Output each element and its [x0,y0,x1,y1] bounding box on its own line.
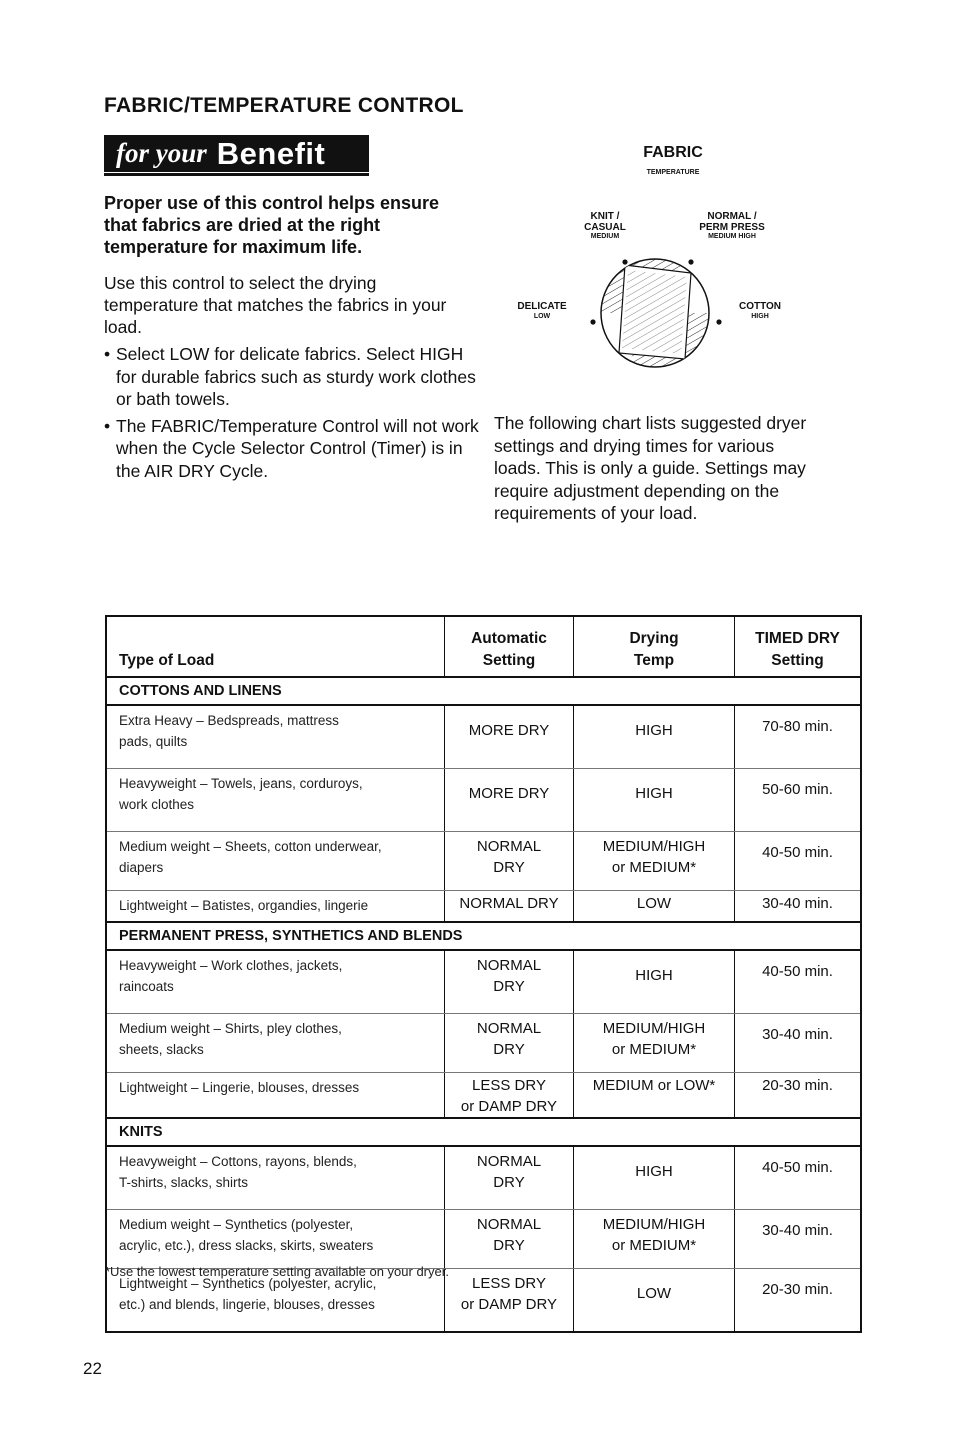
dial-subheading: TEMPERATURE [646,169,700,176]
cell-automatic-setting-line2: or DAMP DRY [460,1098,558,1115]
cell-timed-dry-line1: 20-30 min. [762,1281,833,1298]
dial-cotton-line2: HIGH [751,312,769,320]
cell-type-of-load-line1: Extra Heavy – Bedspreads, mattress [119,713,339,728]
dial-dot-knit [622,259,627,264]
cell-timed-dry-line1: 20-30 min. [762,1077,833,1094]
cell-drying-temp [574,1073,735,1119]
cell-drying-temp-line1: HIGH [635,967,673,984]
table-body [106,677,861,1332]
cell-timed-dry-line1: 40-50 min. [762,1159,833,1176]
cell-automatic-setting [445,1210,574,1269]
cell-timed-dry [735,950,862,1014]
cell-automatic-setting [445,832,574,891]
cell-type-of-load [106,832,445,891]
bullet-text: The FABRIC/Temperature Control will not work when the Cycle Selector Control (Timer) is in the AIR DRY Cycle. [116,415,479,481]
cell-type-of-load-line1: Medium weight – Synthetics (polyester, [119,1217,354,1232]
cell-timed-dry [735,832,862,891]
cell-timed-dry [735,1014,862,1073]
chart-intro-paragraph: The following chart lists suggested dryer settings and drying times for various loads. This is only a guide. Settings may require adjustment depending on the requirements of your load. [494,413,807,523]
cell-drying-temp-line1: MEDIUM/HIGH [602,838,706,855]
cell-type-of-load [106,891,445,923]
page-title: FABRIC/TEMPERATURE CONTROL [104,94,464,117]
cell-type-of-load [106,769,445,832]
table-row [106,1073,861,1119]
cell-drying-temp [574,705,735,769]
header-automatic-setting [445,616,574,677]
bullet-dot: • [104,344,111,364]
cell-type-of-load [106,1146,445,1210]
cell-timed-dry-line1: 30-40 min. [762,1222,833,1239]
cell-timed-dry-line1: 50-60 min. [762,781,833,798]
table-row [106,1210,861,1269]
cell-automatic-setting-line1: MORE DRY [468,785,550,802]
bullet-item [104,343,479,411]
table-row [106,1014,861,1073]
cell-drying-temp [574,832,735,891]
table-row [106,769,861,832]
cell-automatic-setting-line2: DRY [493,978,525,995]
header-timed-dry-setting [735,616,862,677]
table-row [106,950,861,1014]
cell-type-of-load-line1: Medium weight – Shirts, pley clothes, [119,1021,342,1036]
dial-knit-line3: MEDIUM [590,233,620,240]
cell-type-of-load-line2: work clothes [119,797,195,812]
cell-drying-temp-line1: MEDIUM or LOW* [592,1077,716,1094]
cell-type-of-load-line1: Heavyweight – Work clothes, jackets, [119,958,343,973]
cell-type-of-load [106,1210,445,1269]
header-type-of-load: Type of Load [106,616,445,677]
dial-heading: FABRIC [643,144,703,161]
cell-timed-dry [735,1146,862,1210]
table-section-row [106,1118,861,1146]
cell-automatic-setting [445,1014,574,1073]
cell-automatic-setting-line1: NORMAL DRY [459,895,559,912]
lead-paragraph: Proper use of this control helps ensure that fabrics are dried at the right temperature for maximum life. [104,193,440,257]
cell-drying-temp [574,950,735,1014]
cell-automatic-setting [445,1146,574,1210]
cell-automatic-setting-line1: NORMAL [476,957,542,974]
header-drying-temp [574,616,735,677]
fabric-temperature-dial [505,145,805,380]
section-heading: KNITS [106,1118,861,1146]
dial-normal-line1: NORMAL / [707,211,757,222]
cell-timed-dry [735,1073,862,1119]
cell-drying-temp [574,1210,735,1269]
table-row [106,1146,861,1210]
cell-timed-dry-line1: 70-80 min. [762,718,833,735]
header-time-line1: TIMED DRY [755,630,840,647]
cell-automatic-setting-line1: LESS DRY [472,1077,546,1094]
cell-timed-dry [735,769,862,832]
cell-timed-dry [735,1210,862,1269]
cell-drying-temp-line2: or MEDIUM* [611,1237,697,1254]
dial-knob-graphic [505,145,805,380]
dial-delicate-line1: DELICATE [517,301,567,312]
cell-automatic-setting [445,1269,574,1333]
bullet-list [104,343,479,486]
benefit-badge [104,135,369,175]
cell-drying-temp [574,1014,735,1073]
cell-drying-temp-line1: LOW [636,1285,672,1302]
cell-automatic-setting-line2: DRY [493,1237,525,1254]
cell-type-of-load-line1: Heavyweight – Cottons, rayons, blends, [119,1154,357,1169]
cell-automatic-setting-line1: NORMAL [476,838,542,855]
cell-drying-temp [574,891,735,923]
dial-normal-line3: MEDIUM HIGH [708,233,756,240]
dial-knit-line2: CASUAL [584,221,626,233]
benefit-badge-script: for your [116,138,207,168]
table-row [106,832,861,891]
cell-automatic-setting-line2: or DAMP DRY [460,1296,558,1313]
drying-chart-table [105,615,862,1333]
bullet-dot: • [104,415,111,436]
cell-timed-dry-line1: 40-50 min. [762,963,833,980]
cell-drying-temp-line1: LOW [636,895,672,912]
cell-type-of-load-line2: etc.) and blends, lingerie, blouses, dresses [119,1297,375,1312]
cell-drying-temp-line2: or MEDIUM* [611,1041,697,1058]
cell-type-of-load-line2: diapers [119,860,164,875]
header-temp-line2: Temp [633,652,675,669]
cell-timed-dry [735,705,862,769]
cell-type-of-load-line2: raincoats [119,979,174,994]
cell-drying-temp [574,769,735,832]
cell-type-of-load [106,705,445,769]
dial-knit-line1: KNIT / [590,211,620,222]
cell-automatic-setting-line1: NORMAL [476,1216,542,1233]
cell-automatic-setting-line2: DRY [493,1041,525,1058]
header-time-line2: Setting [771,652,824,669]
cell-type-of-load-line1: Lightweight – Batistes, organdies, lingerie [119,898,369,913]
header-automatic-line1: Automatic [471,630,547,647]
cell-automatic-setting [445,769,574,832]
bullet-text: Select LOW for delicate fabrics. Select HIGH for durable fabrics such as sturdy work clothes or bath towels. [116,344,476,409]
cell-timed-dry [735,1269,862,1333]
cell-automatic-setting-line1: NORMAL [476,1153,542,1170]
cell-automatic-setting-line1: MORE DRY [468,722,550,739]
cell-drying-temp-line1: MEDIUM/HIGH [602,1020,706,1037]
cell-timed-dry [735,891,862,923]
cell-automatic-setting-line2: DRY [493,859,525,876]
cell-drying-temp [574,1269,735,1333]
header-temp-line1: Drying [629,630,679,647]
cell-automatic-setting [445,1073,574,1119]
cell-timed-dry-line1: 30-40 min. [762,1026,833,1043]
cell-automatic-setting [445,891,574,923]
cell-type-of-load-line1: Medium weight – Sheets, cotton underwear, [119,839,382,854]
cell-automatic-setting-line2: DRY [493,1174,525,1191]
dial-dot-delicate [590,319,595,324]
table-row [106,891,861,923]
cell-automatic-setting-line1: NORMAL [476,1020,542,1037]
cell-type-of-load-line2: acrylic, etc.), dress slacks, skirts, sweaters [119,1238,374,1253]
cell-drying-temp-line1: HIGH [635,785,673,802]
table-section-row [106,677,861,705]
dial-delicate-line2: LOW [533,312,551,320]
cell-type-of-load [106,1014,445,1073]
cell-drying-temp-line1: HIGH [635,1163,673,1180]
cell-automatic-setting [445,705,574,769]
cell-automatic-setting [445,950,574,1014]
cell-drying-temp-line2: or MEDIUM* [611,859,697,876]
intro-paragraph: Use this control to select the drying temperature that matches the fabrics in your load. [104,273,447,337]
cell-type-of-load-line1: Heavyweight – Towels, jeans, corduroys, [119,776,363,791]
cell-type-of-load [106,1073,445,1119]
cell-type-of-load-line2: T-shirts, slacks, shirts [119,1175,249,1190]
benefit-badge-word: Benefit [216,135,326,171]
bullet-item [104,415,479,483]
cell-timed-dry-line1: 40-50 min. [762,844,833,861]
footnote: *Use the lowest temperature setting available on your dryer. [105,1264,449,1279]
section-heading: PERMANENT PRESS, SYNTHETICS AND BLENDS [106,922,861,950]
benefit-underline [104,173,369,176]
cell-drying-temp [574,1146,735,1210]
table-header-row [106,616,861,677]
cell-type-of-load-line1: Lightweight – Synthetics (polyester, acrylic, [119,1276,377,1291]
cell-timed-dry-line1: 30-40 min. [762,895,833,912]
cell-automatic-setting-line1: LESS DRY [472,1275,546,1292]
cell-type-of-load-line2: sheets, slacks [119,1042,204,1057]
cell-type-of-load-line2: pads, quilts [119,734,188,749]
table-row [106,705,861,769]
table-section-row [106,922,861,950]
dial-cotton-line1: COTTON [738,301,782,312]
dial-normal-line2: PERM PRESS [699,221,765,233]
cell-type-of-load [106,950,445,1014]
page-number: 22 [83,1359,102,1378]
cell-drying-temp-line1: HIGH [635,722,673,739]
benefit-badge-box [104,135,369,172]
dial-dot-cotton [716,319,721,324]
dial-dot-normal [688,259,693,264]
section-heading: COTTONS AND LINENS [106,677,861,705]
header-automatic-line2: Setting [482,652,536,669]
cell-drying-temp-line1: MEDIUM/HIGH [602,1216,706,1233]
cell-type-of-load-line1: Lightweight – Lingerie, blouses, dresses [119,1080,360,1095]
